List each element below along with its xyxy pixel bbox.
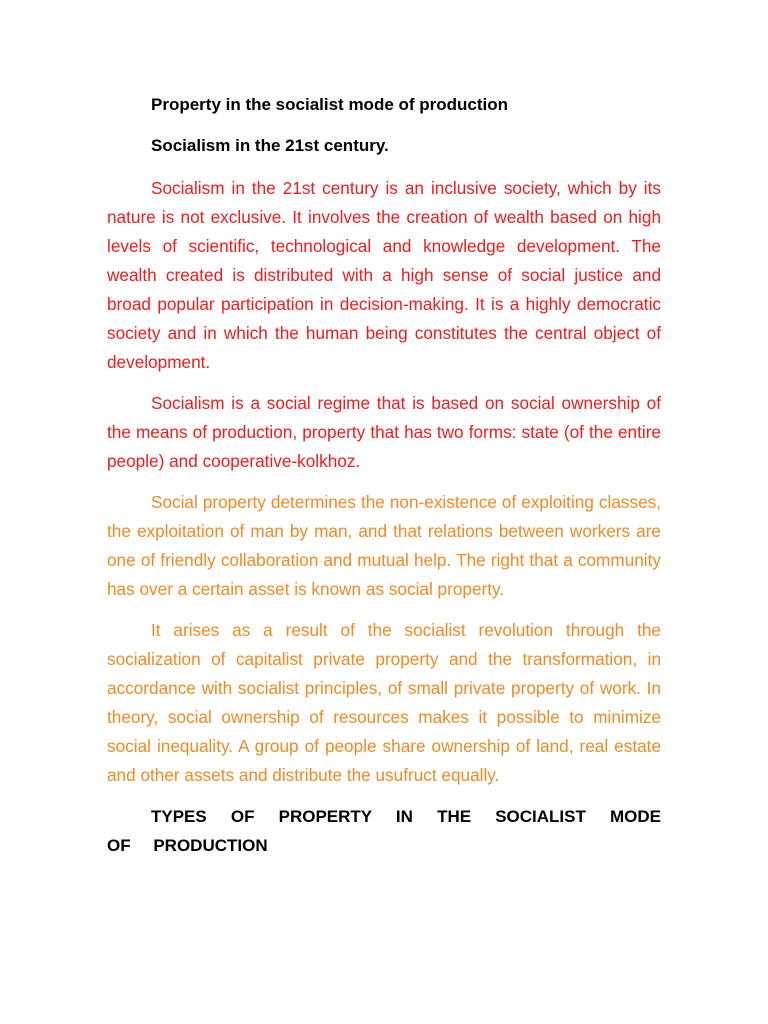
- paragraph-social-regime: Socialism is a social regime that is based on social ownership of the means of production, property that has two forms: state (of the entire people) and cooperative-kolkhoz.: [107, 393, 661, 471]
- paragraph-socialism-21st-century: Socialism in the 21st century is an inclusive society, which by its nature is not exclusive. It involves the creation of wealth based on high levels of scientific, technological and knowledge development. The wealth created is distributed with a high sense of social justice and broad popular participation in decision-making. It is a highly democratic society and in which the human being constitutes the central object of development.: [107, 178, 661, 372]
- paragraph-social-property: Social property determines the non-existence of exploiting classes, the exploitation of man by man, and that relations between workers are one of friendly collaboration and mutual help. The right that a community has over a certain asset is known as social property.: [107, 492, 661, 599]
- section-heading: TYPES OF PROPERTY IN THE SOCIALIST MODE OF PRODUCTION: [107, 807, 661, 855]
- document-title: Property in the socialist mode of production: [151, 95, 509, 114]
- paragraph-socialist-revolution: It arises as a result of the socialist revolution through the socialization of capitalist private property and the transformation, in accordance with socialist principles, of small private property of work. In theory, social ownership of resources makes it possible to minimize social inequality. A group of people share ownership of land, real estate and other assets and distribute the usufruct equally.: [107, 620, 661, 785]
- document-body: [107, 90, 661, 860]
- document-subtitle: Socialism in the 21st century.: [151, 136, 389, 155]
